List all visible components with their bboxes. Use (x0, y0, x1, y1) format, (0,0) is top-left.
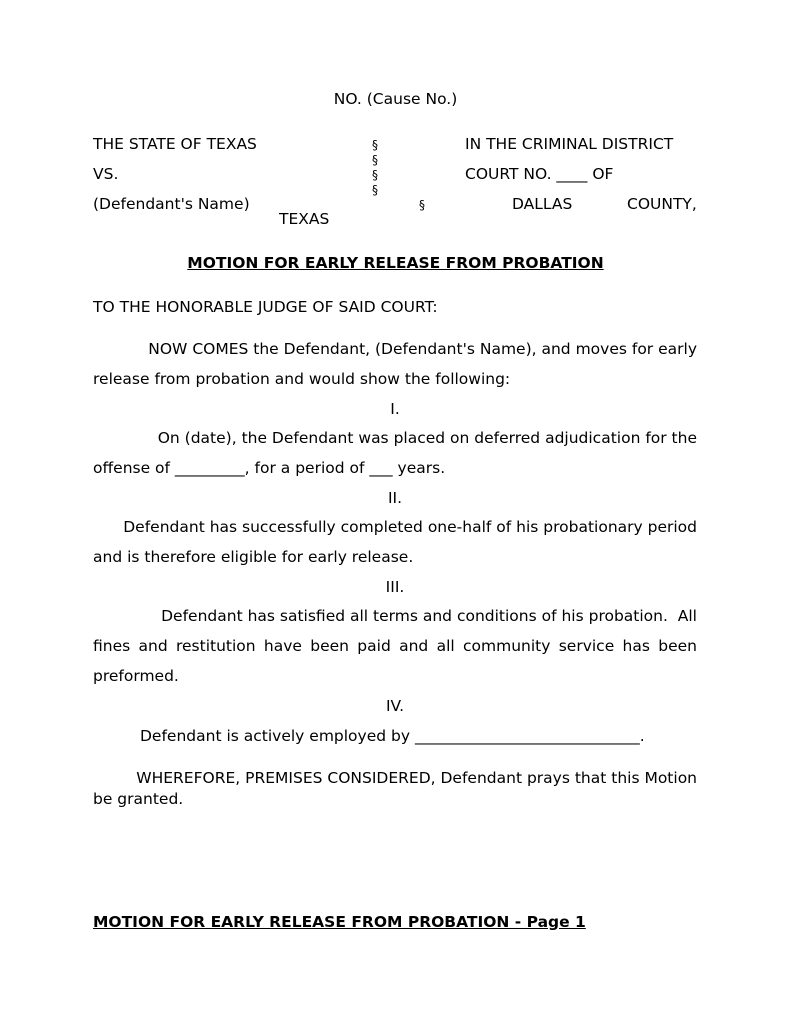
caption-dallas: DALLAS (512, 195, 573, 213)
section-3-line-1: Defendant has satisfied all terms and conditions of his probation. All (161, 607, 697, 625)
section-4-line-1: Defendant is actively employed by _____________________________. (140, 727, 645, 745)
section-numeral: III. (385, 578, 405, 596)
prayer-line-1: WHEREFORE, PREMISES CONSIDERED, Defendant prays that this Motion (136, 769, 697, 787)
section-numeral: IV. (385, 697, 405, 715)
motion-title: MOTION FOR EARLY RELEASE FROM PROBATION (187, 254, 604, 272)
caption-court: IN THE CRIMINAL DISTRICT (465, 135, 674, 153)
section-2-line-2: and is therefore eligible for early release. (93, 548, 414, 566)
caption-state: THE STATE OF TEXAS (93, 135, 257, 153)
section-numeral: II. (387, 489, 403, 507)
prayer-line-2: be granted. (93, 790, 184, 808)
caption-texas: TEXAS (279, 210, 330, 228)
intro-line-1: NOW COMES the Defendant, (Defendant's Name), and moves for early (148, 340, 697, 358)
caption-county: COUNTY, (627, 195, 697, 213)
section-numeral: I. (390, 400, 400, 418)
intro-line-2: release from probation and would show the following: (93, 370, 511, 388)
section-mark: § (419, 198, 425, 212)
cause-number: NO. (Cause No.) (333, 90, 458, 108)
section-mark: § (372, 153, 378, 167)
caption-defendant: (Defendant's Name) (93, 195, 250, 213)
section-mark: § (372, 138, 378, 152)
salutation: TO THE HONORABLE JUDGE OF SAID COURT: (93, 298, 438, 316)
page-footer: MOTION FOR EARLY RELEASE FROM PROBATION - Page 1 (93, 913, 586, 931)
section-1-line-1: On (date), the Defendant was placed on deferred adjudication for the (157, 429, 697, 447)
caption-court-no: COURT NO. ____ OF (465, 165, 614, 183)
section-2-line-1: Defendant has successfully completed one-half of his probationary period (123, 518, 697, 536)
section-3-line-3: preformed. (93, 667, 179, 685)
section-mark: § (372, 168, 378, 182)
section-1-line-2: offense of _________, for a period of ___ years. (93, 459, 446, 477)
section-mark: § (372, 183, 378, 197)
section-3-line-2: fines and restitution have been paid and all community service has been (93, 637, 697, 655)
caption-vs: VS. (93, 165, 119, 183)
